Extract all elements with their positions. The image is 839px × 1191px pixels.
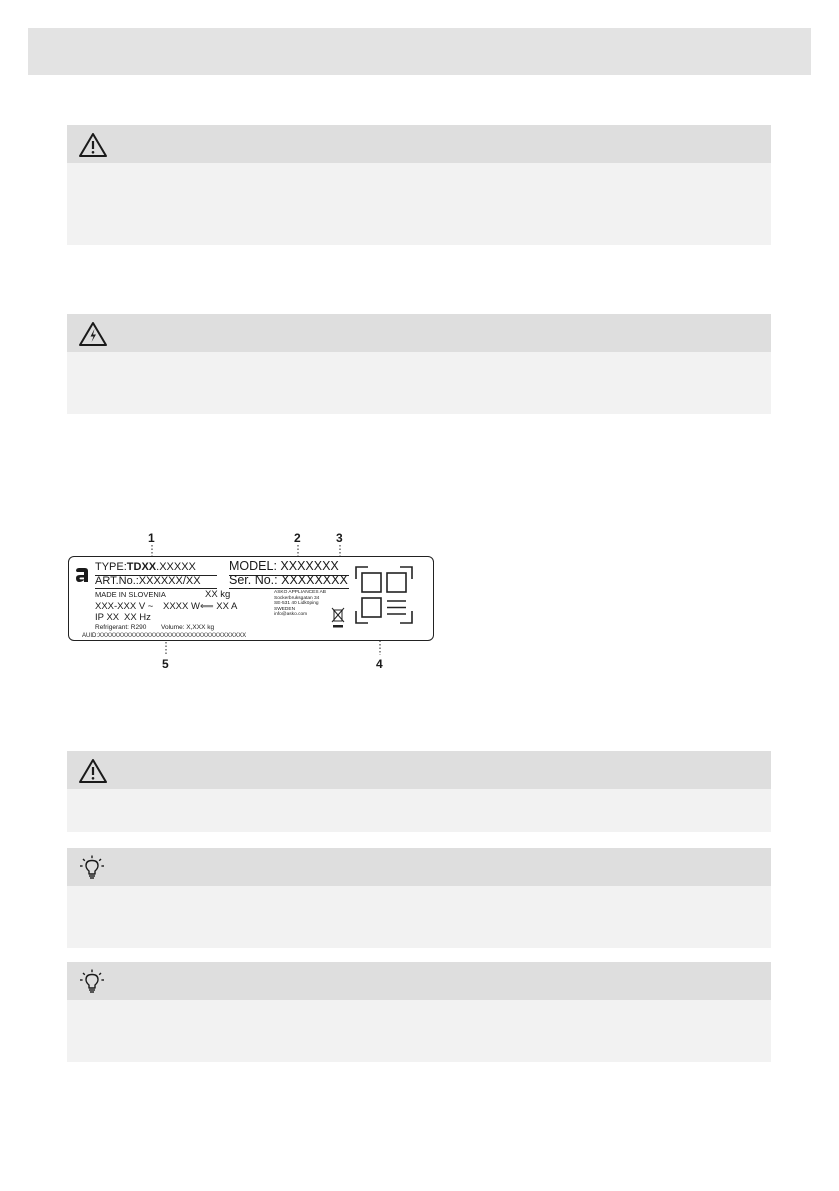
callout-3: 3 [336,531,343,545]
tip-note-body [67,886,771,948]
electric-note-header [67,314,771,352]
tip-note-2-header [67,962,771,1000]
callout-2: 2 [294,531,301,545]
refrigerant-text: Refrigerant: R290 [95,624,147,631]
qr-code-placeholder-icon [354,565,414,625]
tip-note-2-body [67,1000,771,1062]
tip-note [67,848,771,948]
tip-note-header [67,848,771,886]
warning-note-2 [67,751,771,832]
electric-note-body [67,352,771,414]
ip-rating-text: IP XX [95,612,120,623]
warning-triangle-icon [78,132,108,158]
voltage-text: XXX-XXX V ~ [95,601,154,612]
electric-warning-note [67,314,771,414]
warning-note-2-body [67,789,771,832]
serial-underline [229,588,349,589]
asko-logo-icon [74,567,90,583]
made-in-text: MADE IN SLOVENIA [95,590,166,599]
frequency-text: XX Hz [124,612,151,623]
type-line: TYPE:TDXX.XXXXX [95,561,196,573]
volume-text: Volume: X,XXX kg [161,624,215,631]
warning-note-header [67,125,771,163]
warning-note-body [67,163,771,245]
tip-note-2 [67,962,771,1062]
electric-hazard-icon [78,321,108,347]
manufacturer-address: ASKO APPLIANCES AB Sockerbruksgatan 34 SE-531 40 Lidköping SWEDEN info@asko.com [274,590,326,618]
lightbulb-icon [78,855,108,883]
serial-number-text: Ser. No.: XXXXXXXX [229,573,348,587]
weight-text: XX kg [205,589,231,600]
callout-5: 5 [162,657,169,671]
callout-1: 1 [148,531,155,545]
weee-bin-icon [331,607,345,629]
lightbulb-icon [78,969,108,997]
art-no-text: ART.No.:XXXXXX/XX [95,575,201,587]
art-no-underline [95,588,217,589]
rating-plate-figure [60,528,440,678]
model-text: MODEL: XXXXXXX [229,559,339,573]
warning-triangle-icon [78,758,108,784]
section-header-bar [28,28,811,75]
warning-note [67,125,771,245]
warning-note-2-header [67,751,771,789]
rating-plate [68,556,434,641]
current-text: ⟸ XX A [200,601,238,612]
auid-text: AUID:XXXXXXXXXXXXXXXXXXXXXXXXXXXXXXXXXXXXX [82,633,247,639]
power-text: XXXX W [163,601,200,612]
callout-4: 4 [376,657,383,671]
